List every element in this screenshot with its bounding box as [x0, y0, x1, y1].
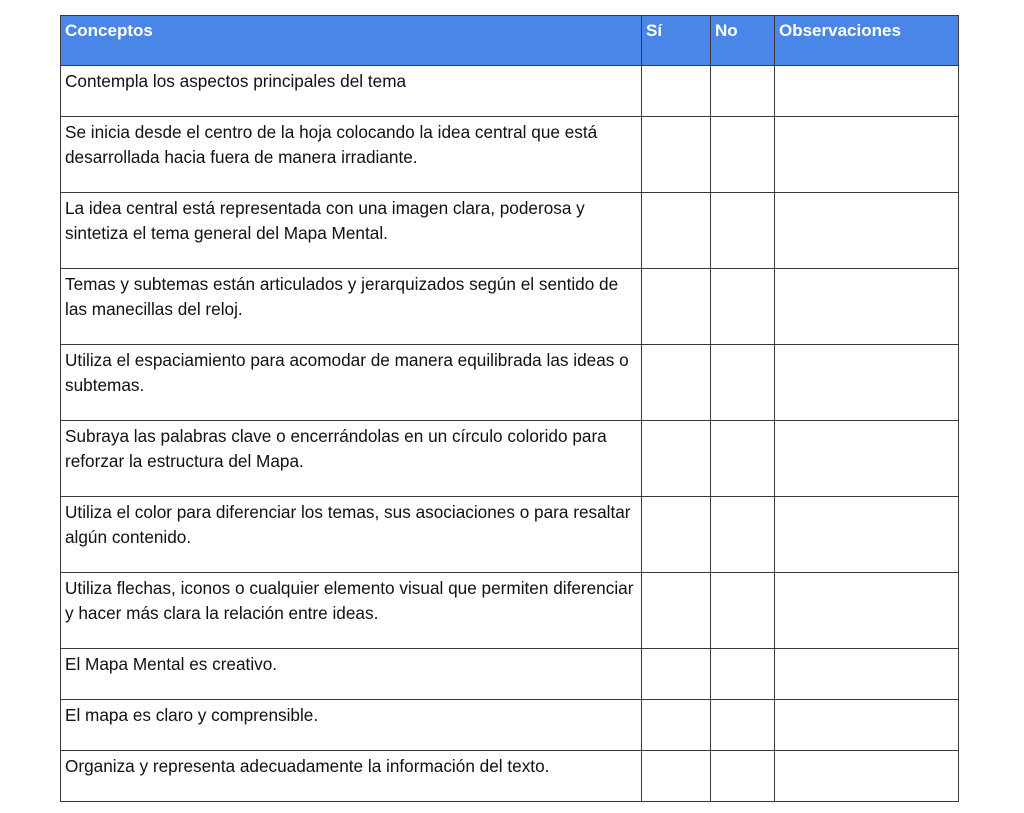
- table-row: [61, 269, 959, 345]
- no-cell[interactable]: [711, 751, 775, 802]
- table-row: [61, 66, 959, 117]
- table-header-row: [61, 16, 959, 66]
- yes-cell[interactable]: [642, 649, 711, 700]
- yes-cell[interactable]: [642, 269, 711, 345]
- yes-cell[interactable]: [642, 66, 711, 117]
- concept-cell: Utiliza el color para diferenciar los temas, sus asociaciones o para resaltar algún contenido.: [61, 497, 642, 573]
- yes-cell[interactable]: [642, 700, 711, 751]
- table-row: [61, 700, 959, 751]
- header-observations: Observaciones: [775, 16, 959, 66]
- observations-cell[interactable]: [775, 66, 959, 117]
- observations-cell[interactable]: [775, 345, 959, 421]
- observations-cell[interactable]: [775, 649, 959, 700]
- no-cell[interactable]: [711, 193, 775, 269]
- observations-cell[interactable]: [775, 269, 959, 345]
- observations-cell[interactable]: [775, 193, 959, 269]
- concept-cell: Contempla los aspectos principales del tema: [61, 66, 642, 117]
- observations-cell[interactable]: [775, 117, 959, 193]
- yes-cell[interactable]: [642, 345, 711, 421]
- observations-cell[interactable]: [775, 700, 959, 751]
- table-row: [61, 117, 959, 193]
- observations-cell[interactable]: [775, 751, 959, 802]
- table-row: [61, 421, 959, 497]
- concept-cell: Subraya las palabras clave o encerrándolas en un círculo colorido para reforzar la estructura del Mapa.: [61, 421, 642, 497]
- no-cell[interactable]: [711, 573, 775, 649]
- no-cell[interactable]: [711, 497, 775, 573]
- yes-cell[interactable]: [642, 573, 711, 649]
- concept-cell: Organiza y representa adecuadamente la información del texto.: [61, 751, 642, 802]
- yes-cell[interactable]: [642, 751, 711, 802]
- observations-cell[interactable]: [775, 421, 959, 497]
- yes-cell[interactable]: [642, 497, 711, 573]
- header-concepts: Conceptos: [61, 16, 642, 66]
- no-cell[interactable]: [711, 421, 775, 497]
- table-row: [61, 649, 959, 700]
- no-cell[interactable]: [711, 649, 775, 700]
- concept-cell: Utiliza el espaciamiento para acomodar de manera equilibrada las ideas o subtemas.: [61, 345, 642, 421]
- concept-cell: Temas y subtemas están articulados y jerarquizados según el sentido de las manecillas del reloj.: [61, 269, 642, 345]
- concept-cell: El mapa es claro y comprensible.: [61, 700, 642, 751]
- no-cell[interactable]: [711, 269, 775, 345]
- table-row: [61, 751, 959, 802]
- yes-cell[interactable]: [642, 193, 711, 269]
- no-cell[interactable]: [711, 700, 775, 751]
- concept-cell: El Mapa Mental es creativo.: [61, 649, 642, 700]
- no-cell[interactable]: [711, 345, 775, 421]
- concept-cell: La idea central está representada con una imagen clara, poderosa y sintetiza el tema general del Mapa Mental.: [61, 193, 642, 269]
- concept-cell: Se inicia desde el centro de la hoja colocando la idea central que está desarrollada hacia fuera de manera irradiante.: [61, 117, 642, 193]
- header-no: No: [711, 16, 775, 66]
- header-yes: Sí: [642, 16, 711, 66]
- table-row: [61, 497, 959, 573]
- no-cell[interactable]: [711, 117, 775, 193]
- table-row: [61, 573, 959, 649]
- observations-cell[interactable]: [775, 497, 959, 573]
- no-cell[interactable]: [711, 66, 775, 117]
- yes-cell[interactable]: [642, 117, 711, 193]
- yes-cell[interactable]: [642, 421, 711, 497]
- table-row: [61, 193, 959, 269]
- concept-cell: Utiliza flechas, iconos o cualquier elemento visual que permiten diferenciar y hacer más clara la relación entre ideas.: [61, 573, 642, 649]
- evaluation-rubric-table: [60, 15, 959, 802]
- observations-cell[interactable]: [775, 573, 959, 649]
- table-row: [61, 345, 959, 421]
